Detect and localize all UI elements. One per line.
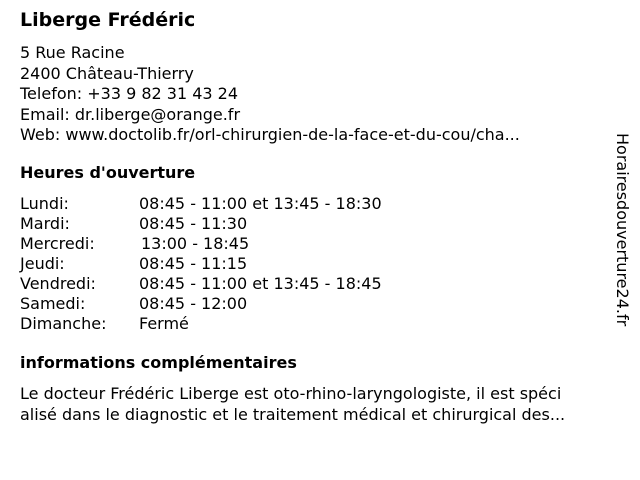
description-text bbox=[20, 383, 565, 425]
hours-heading: Heures d'ouverture bbox=[20, 163, 196, 182]
address-street: 5 Rue Racine bbox=[20, 43, 125, 62]
phone-text: Telefon: +33 9 82 31 43 24 bbox=[20, 84, 239, 103]
day-label: Samedi: bbox=[20, 294, 86, 313]
email-text: Email: dr.liberge@orange.fr bbox=[20, 104, 241, 124]
day-label: Mercredi: bbox=[20, 234, 95, 253]
time-value: Fermé bbox=[139, 314, 189, 333]
info-heading: informations complémentaires bbox=[20, 353, 297, 372]
day-label: Dimanche: bbox=[20, 314, 107, 333]
day-label: Mardi: bbox=[20, 214, 70, 233]
site-watermark: Horairesdouverture24.fr bbox=[613, 133, 632, 327]
day-label: Jeudi: bbox=[20, 254, 65, 273]
time-value: 08:45 - 12:00 bbox=[139, 294, 248, 313]
address-city: 2400 Château-Thierry bbox=[20, 63, 194, 83]
description-line: alisé dans le diagnostic et le traitement médical et chirurgical des... bbox=[20, 405, 566, 424]
time-value: 08:45 - 11:30 bbox=[139, 214, 248, 233]
time-value: 08:45 - 11:00 et 13:45 - 18:30 bbox=[139, 194, 382, 213]
day-label: Lundi: bbox=[20, 194, 69, 213]
time-value: 08:45 - 11:00 et 13:45 - 18:45 bbox=[139, 274, 382, 293]
day-label: Vendredi: bbox=[20, 274, 96, 293]
time-value: 13:00 - 18:45 bbox=[141, 234, 250, 253]
time-value: 08:45 - 11:15 bbox=[139, 254, 248, 273]
description-line: Le docteur Frédéric Liberge est oto-rhino-laryngologiste, il est spéci bbox=[20, 384, 562, 403]
web-text: Web: www.doctolib.fr/orl-chirurgien-de-la-face-et-du-cou/cha... bbox=[20, 125, 520, 144]
business-name: Liberge Frédéric bbox=[20, 9, 196, 31]
contact-block bbox=[20, 43, 520, 146]
